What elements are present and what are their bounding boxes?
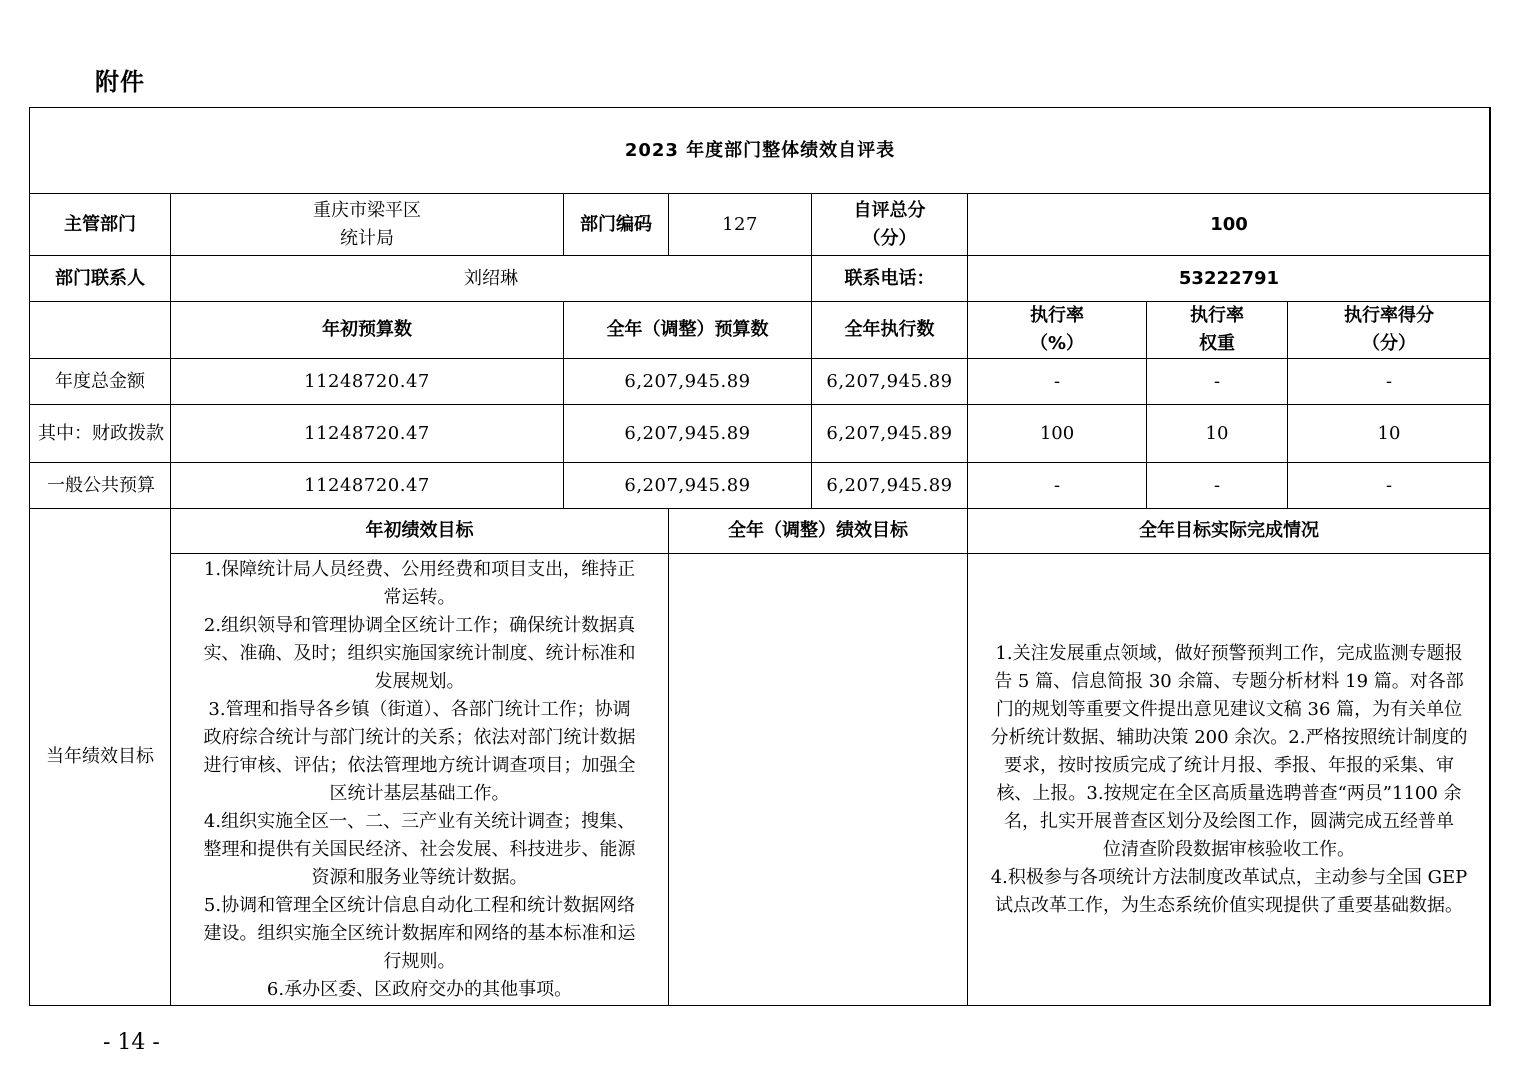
- initial-value: 11248720.47: [171, 405, 564, 463]
- row-label: 其中：财政拨款: [30, 405, 171, 463]
- actual-line: 分析统计数据、辅助决策 200 余次。2.严格按照统计制度的: [990, 726, 1468, 748]
- executed-value: 6,207,945.89: [812, 359, 968, 405]
- header-adjusted-budget: 全年（调整）预算数: [564, 302, 812, 359]
- phone-value: 53222791: [968, 256, 1491, 302]
- score-value-cell: -: [1288, 359, 1491, 405]
- initial-goal-line: 整理和提供有关国民经济、社会发展、科技进步、能源: [203, 838, 636, 860]
- actual-line: 门的规划等重要文件提出意见建议文稿 36 篇，为有关单位: [995, 698, 1463, 720]
- header-score-line2: （分）: [1362, 333, 1416, 354]
- initial-goal-line: 实、准确、及时；组织实施国家统计制度、统计标准和: [203, 642, 636, 664]
- rate-value: -: [968, 463, 1147, 509]
- phone-label: 联系电话：: [812, 256, 968, 302]
- table-row: [30, 405, 1491, 463]
- initial-goal-line: 发展规划。: [374, 670, 465, 692]
- score-label-line2: （分）: [862, 227, 917, 249]
- adjusted-value: 6,207,945.89: [564, 405, 812, 463]
- actual-line: 位清查阶段数据审核验收工作。: [1103, 838, 1355, 860]
- table-row: [30, 463, 1491, 509]
- weight-value: 10: [1147, 405, 1288, 463]
- header-adjusted-goals: 全年（调整）绩效目标: [669, 509, 968, 554]
- goals-section-label: 当年绩效目标: [30, 509, 171, 1006]
- weight-value: -: [1147, 463, 1288, 509]
- initial-goal-line: 3.管理和指导各乡镇（街道）、各部门统计工作；协调: [208, 698, 631, 720]
- initial-goal-line: 5.协调和管理全区统计信息自动化工程和统计数据网络: [203, 894, 636, 916]
- contact-name: 刘绍琳: [171, 256, 812, 302]
- actual-line: 告 5 篇、信息简报 30 余篇、专题分析材料 19 篇。对各部: [994, 670, 1464, 692]
- initial-goal-line: 建设。组织实施全区统计数据库和网络的基本标准和运: [203, 922, 636, 944]
- initial-goal-line: 资源和服务业等统计数据。: [311, 866, 528, 888]
- dept-name: [171, 194, 564, 256]
- budget-header-blank: [30, 302, 171, 359]
- self-evaluation-table: [29, 107, 1491, 1006]
- attachment-label: 附件: [95, 68, 145, 96]
- actual-line: 1.关注发展重点领域，做好预警预判工作，完成监测专题报: [995, 642, 1463, 664]
- actual-line: 要求，按时按质完成了统计月报、季报、年报的采集、审: [1004, 754, 1454, 776]
- weight-value: -: [1147, 359, 1288, 405]
- header-executed: 全年执行数: [812, 302, 968, 359]
- actual-line: 名，扎实开展普查区划分及绘图工作，圆满完成五经普单: [1004, 810, 1454, 832]
- actual-line: 核、上报。3.按规定在全区高质量选聘普查“两员”1100 余: [996, 782, 1462, 804]
- code-value: 127: [669, 194, 812, 256]
- header-weight: [1147, 302, 1288, 359]
- header-score: [1288, 302, 1491, 359]
- initial-goal-line: 政府综合统计与部门统计的关系；依法对部门统计数据: [203, 726, 636, 748]
- code-label: 部门编码: [564, 194, 669, 256]
- rate-value: 100: [968, 405, 1147, 463]
- actual-completion-text: [968, 554, 1491, 1006]
- initial-value: 11248720.47: [171, 359, 564, 405]
- executed-value: 6,207,945.89: [812, 463, 968, 509]
- initial-goals-text: [171, 554, 669, 1006]
- initial-goal-line: 6.承办区委、区政府交办的其他事项。: [266, 978, 573, 1000]
- initial-value: 11248720.47: [171, 463, 564, 509]
- header-weight-line2: 权重: [1199, 333, 1235, 354]
- rate-value: -: [968, 359, 1147, 405]
- actual-line: 试点改革工作，为生态系统价值实现提供了重要基础数据。: [995, 894, 1463, 916]
- header-actual-completion: 全年目标实际完成情况: [968, 509, 1491, 554]
- header-score-line1: 执行率得分: [1344, 305, 1434, 326]
- initial-goal-line: 4.组织实施全区一、二、三产业有关统计调查；搜集、: [203, 810, 636, 832]
- score-value: 100: [968, 194, 1491, 256]
- executed-value: 6,207,945.89: [812, 405, 968, 463]
- initial-goal-line: 2.组织领导和管理协调全区统计工作；确保统计数据真: [203, 614, 636, 636]
- row-label: 年度总金额: [30, 359, 171, 405]
- actual-line: 4.积极参与各项统计方法制度改革试点，主动参与全国 GEP: [990, 866, 1468, 888]
- score-value-cell: 10: [1288, 405, 1491, 463]
- initial-goal-line: 进行审核、评估；依法管理地方统计调查项目；加强全: [203, 754, 636, 776]
- table-row: [30, 359, 1491, 405]
- contact-label: 部门联系人: [30, 256, 171, 302]
- initial-goal-line: 行规则。: [383, 950, 456, 972]
- adjusted-value: 6,207,945.89: [564, 463, 812, 509]
- initial-goal-line: 常运转。: [383, 586, 456, 608]
- initial-goal-line: 区统计基层基础工作。: [329, 782, 510, 804]
- initial-goal-line: 1.保障统计局人员经费、公用经费和项目支出，维持正: [203, 558, 636, 580]
- score-value-cell: -: [1288, 463, 1491, 509]
- score-label: [812, 194, 968, 256]
- page-number: - 14 -: [103, 1030, 160, 1055]
- adjusted-value: 6,207,945.89: [564, 359, 812, 405]
- dept-name-line1: 重庆市梁平区: [313, 199, 421, 221]
- header-initial-goals: 年初绩效目标: [171, 509, 669, 554]
- dept-name-line2: 统计局: [340, 227, 394, 249]
- adjusted-goals-text: [669, 554, 968, 1006]
- header-rate-line2: （%）: [1029, 333, 1085, 354]
- header-rate-line1: 执行率: [1030, 305, 1084, 326]
- header-weight-line1: 执行率: [1190, 305, 1244, 326]
- table-title: 2023 年度部门整体绩效自评表: [30, 108, 1491, 194]
- score-label-line1: 自评总分: [853, 199, 926, 221]
- dept-label: 主管部门: [30, 194, 171, 256]
- row-label: 一般公共预算: [30, 463, 171, 509]
- header-initial-budget: 年初预算数: [171, 302, 564, 359]
- header-rate: [968, 302, 1147, 359]
